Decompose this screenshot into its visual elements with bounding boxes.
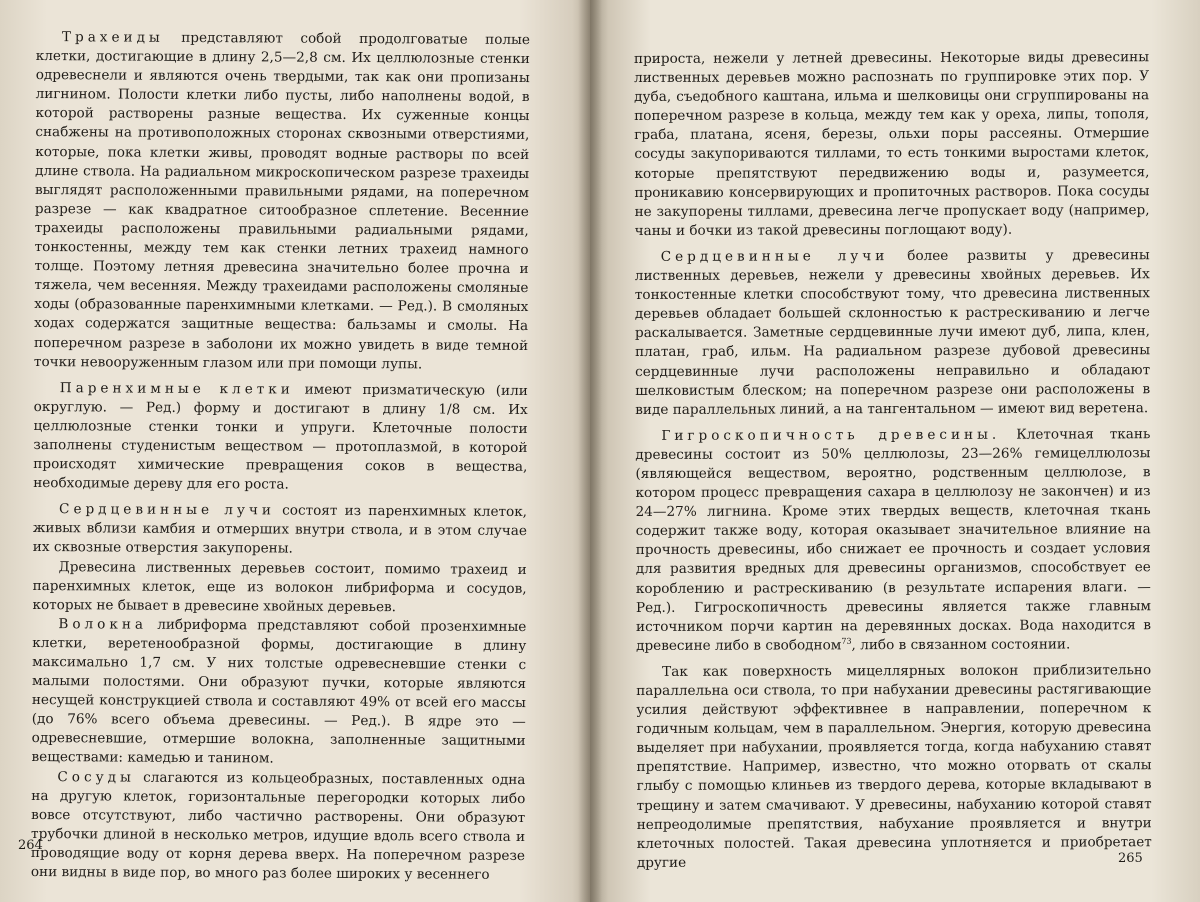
paragraph-text: представляют собой продолговатые полые клетки, достигающие в длину 2,5—2,8 см. Их целлюлозные стенки одревеснели и являются очень твердыми, так как они пропизаны лигнином. Полости клетки либо пусты, либо наполнены водой, в которой растворены разные вещества. Их суженные концы снабжены на противоположных сторонах сквозными отверстиями, которые, пока клетки живы, проводят водные растворы по всей длине ствола. На радиальном микроскопическом разрезе трахеиды выглядят расположенными правильными рядами, на поперечном разрезе — как квадратное ситообразное сплетение. Весенние трахеиды расположены правильными радиальными рядами, тонкостенны, между тем как стенки летних трахеид намного толще. Поэтому летняя древесина значительно более прочна и тяжела, чем весенняя. Между трахеидами расположены смоляные ходы (образованные паренхимными клетками. — Ред.). В смоляных ходах содержатся защитные вещества: бальзамы и смолы. На поперечном разрезе в заболони их можно увидеть в виде темной точки невооруженным глазом или при помощи лупы. (33, 29, 530, 372)
term: Волокна (58, 615, 148, 633)
book-gutter (578, 0, 602, 902)
term: Сердцевинные лучи (59, 501, 276, 519)
paragraph-vessels (31, 768, 526, 886)
paragraph-parenchyma (33, 379, 528, 497)
paragraph-hardwood (32, 558, 526, 618)
page-number-left: 264 (18, 838, 43, 853)
paragraph-medullary-rays (33, 500, 527, 560)
term: Сердцевинные лучи (660, 248, 889, 265)
footnote-ref[interactable]: 73 (841, 636, 852, 646)
paragraph-text-tail: , либо в связанном состоянии. (851, 636, 1071, 654)
right-page-text (634, 48, 1152, 873)
term: Паренхимные клетки (59, 379, 294, 398)
paragraph-text: состоят из паренхимных клеток, живых вблизи камбия и отмерших внутри ствола, и в этом случае их сквозные отверстия закупорены. (32, 502, 528, 558)
term: Трахеиды (61, 29, 164, 46)
paragraph-libriform-fibers (31, 615, 526, 771)
paragraph-tracheids (34, 28, 530, 375)
paragraph-text: более развиты у древесины лиственных деревьев, нежели у древесины хвойных деревьев. Их тонкостенные клетки способствуют тому, что древесина лиственных деревьев обладает большей склонностью к растрескиванию и легче раскалывается. Заметные сердцевинные лучи имеют дуб, липа, клен, платан, граб, ильм. На радиальном разрезе дубовой древесины сердцевинные лучи расположены неправильно и обладают шелковистым блеском; на поперечном разрезе они расположены в виде параллельных линий, а на тангентальном — имеют вид веретена. (634, 247, 1151, 418)
left-page-text (31, 28, 530, 885)
paragraph-text: Клеточная ткань древесины состоит из 50% целлюлозы, 23—26% гемицеллюлозы (являющейся веществом, вероятно, родственным целлюлозе, в котором процесс превращения сахара в целлюлозу не закончен) и из 24—27% лигнина. Кроме этих твердых веществ, клеточная ткань содержит также воду, которая оказывает значительное влияние на прочность древесины, ибо снижает ее прочность и создает условия для развития вредных для древесины организмов, способствует ее короблению и растрескиванию (в результате испарения влаги. — Ред.). Гигроскопичность древесины является также главным источником порчи картин на деревянных досках. Вода находится в древесине либо в свободном (635, 425, 1152, 654)
term: Сосуды (57, 768, 135, 786)
page-number-right: 265 (1118, 851, 1143, 866)
paragraph-text: Так как поверхность мицеллярных волокон приблизительно параллельна оси ствола, то при набухании древесины растягивающие усилия действуют эффективнее в направлении, поперечном к годичным кольцам, чем в параллельном. Энергия, которую древесина выделяет при набухании, проявляется тогда, когда набуханию ставят препятствие. Например, известно, что можно оторвать от скалы глыбу с помощью клиньев из твердого дерева, которые вкладывают в трещину и затем смачивают. У древесины, набуханию которой ставят непреодолимые препятствия, набухание проявляется и внутри клеточных полостей. Такая древесина уплотняется и приобретает другие (636, 662, 1152, 871)
paragraph-text: прироста, нежели у летней древесины. Некоторые виды древесины лиственных деревьев можно распознать по группировке этих пор. У дуба, съедобного каштана, ильма и шелковицы они сгруппированы на поперечном разрезе в кольца, между тем как у ореха, липы, тополя, граба, платана, ясеня, березы, ольхи поры рассеяны. Отмершие сосуды закупориваются тиллами, то есть тонкими выростами клеток, которые препятствуют передвижению воды и, разумеется, проникавию консервирующих и пропиточных растворов. Пока сосуды не закупорены тиллами, древесина легче пропускает воду (например, чаны и бочки из такой древесины поглощают воду). (634, 49, 1150, 239)
paragraph-text: либриформа представляют собой прозенхимные клетки, веретенообразной формы, достигающие в длину максимально 1,7 см. У них толстые одревесневшие стенки с малыми полостями. Они образуют пучки, которые являются несущей конструкцией ствола и составляют 49% от всей его массы (до 76% всего объема древесины. — Ред.). В ядре это — одревесневшие, отмершие волокна, заполненные защитными веществами: камедью и танином. (31, 616, 527, 767)
term: Гигроскопичность древесины. (661, 426, 1001, 444)
paragraph-text: Древесина лиственных деревьев состоит, помимо трахеид и паренхимных клеток, еще из волокон либриформа и сосудов, которых не бывает в древесине хвойных деревьев. (32, 558, 527, 615)
paragraph-text: имеют призматическую (или округлую. — Ред.) форму и достигают в длину 1/8 см. Их целлюлозные стенки тонки и упруги. Клеточные полости заполнены студенистым веществом — протоплазмой, в которой происходят химические превращения соков в вещества, необходимые дереву для его роста. (33, 381, 528, 493)
right-page (590, 0, 1200, 902)
paragraph-medullary-rays-hardwood (635, 246, 1151, 420)
paragraph-continued (634, 48, 1150, 241)
paragraph-hygroscopicity (635, 425, 1151, 656)
paragraph-swelling (636, 661, 1152, 873)
left-page (0, 0, 590, 902)
paragraph-text: слагаются из кольцеобразных, поставленных одна на другую клеток, горизонтальные перегородки которых либо вовсе отсутствуют, либо частично растворены. Они образуют трубочки длиной в несколько метров, идущие вдоль всего ствола и проводящие воду от корня дерева вверх. На поперечном разрезе они видны в виде пор, во много раз более широких у весеннего (30, 769, 526, 883)
